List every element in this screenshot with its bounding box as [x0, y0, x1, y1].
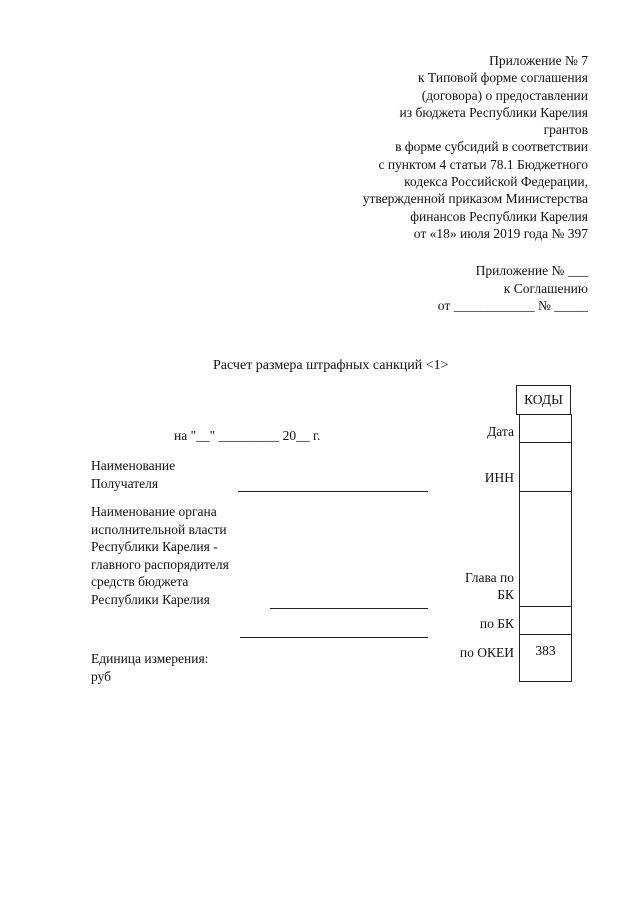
agreement-appendix — [438, 262, 588, 315]
authority-name-line[interactable] — [270, 608, 428, 609]
chapter-label-line-2: БК — [497, 587, 514, 602]
codes-divider — [520, 634, 571, 635]
codes-divider — [520, 442, 571, 443]
document-title: Расчет размера штрафных санкций <1> — [213, 358, 449, 373]
unit-label-line-2: руб — [91, 668, 112, 684]
authority-label-line-5: средств бюджета — [91, 574, 189, 589]
annex-header-line-11: от «18» июля 2019 года № 397 — [413, 225, 588, 241]
unit-label-line-1: Единица измерения: — [91, 651, 209, 666]
authority-label — [91, 503, 229, 608]
chapter-label-line-1: Глава по — [464, 570, 514, 585]
authority-label-line-2: исполнительной власти — [91, 521, 227, 537]
date-label: Дата — [487, 424, 514, 439]
date-line: на "__" _________ 20__ г. — [174, 428, 321, 443]
annex-header-line-6: в форме субсидий в соответствии — [395, 139, 588, 155]
codes-divider — [520, 606, 571, 607]
unit-label — [91, 650, 208, 685]
authority-label-line-6: Республики Карелия — [91, 591, 210, 607]
annex-header-line-7: с пунктом 4 статьи 78.1 Бюджетного — [378, 156, 588, 172]
inn-label: ИНН — [484, 470, 514, 485]
annex-header-line-9: утвержденной приказом Министерства — [362, 191, 588, 207]
recipient-name-line[interactable] — [238, 491, 428, 492]
appendix-to-agreement: к Соглашению — [503, 280, 588, 296]
okei-label: по ОКЕИ — [459, 645, 514, 660]
annex-header — [363, 52, 588, 242]
annex-header-line-2: к Типовой форме соглашения — [418, 70, 588, 86]
annex-header-line-3: (договора) о предоставлении — [421, 87, 588, 103]
bk-label: по БК — [479, 616, 514, 631]
annex-header-line-5: грантов — [543, 122, 588, 138]
authority-label-line-4: главного распорядителя — [91, 556, 229, 572]
recipient-label-line-2: Получателя — [91, 475, 159, 491]
recipient-label-line-1: Наименование — [91, 458, 176, 473]
annex-header-line-10: финансов Республики Карелия — [410, 208, 588, 224]
okei-code-value: 383 — [535, 643, 556, 658]
budget-classification-line[interactable] — [240, 637, 428, 638]
appendix-date-number: от ____________ № _____ — [437, 298, 588, 313]
recipient-label — [91, 457, 175, 492]
authority-label-line-3: Республики Карелия - — [91, 539, 218, 554]
codes-divider — [520, 491, 571, 492]
codes-header: КОДЫ — [516, 385, 571, 415]
appendix-number: Приложение № ___ — [475, 263, 588, 278]
codes-column — [519, 414, 572, 682]
annex-header-line-1: Приложение № 7 — [489, 53, 588, 68]
annex-header-line-4: из бюджета Республики Карелия — [399, 104, 588, 120]
annex-header-line-8: кодекса Российской Федерации, — [404, 174, 588, 190]
authority-label-line-1: Наименование органа — [91, 504, 217, 519]
